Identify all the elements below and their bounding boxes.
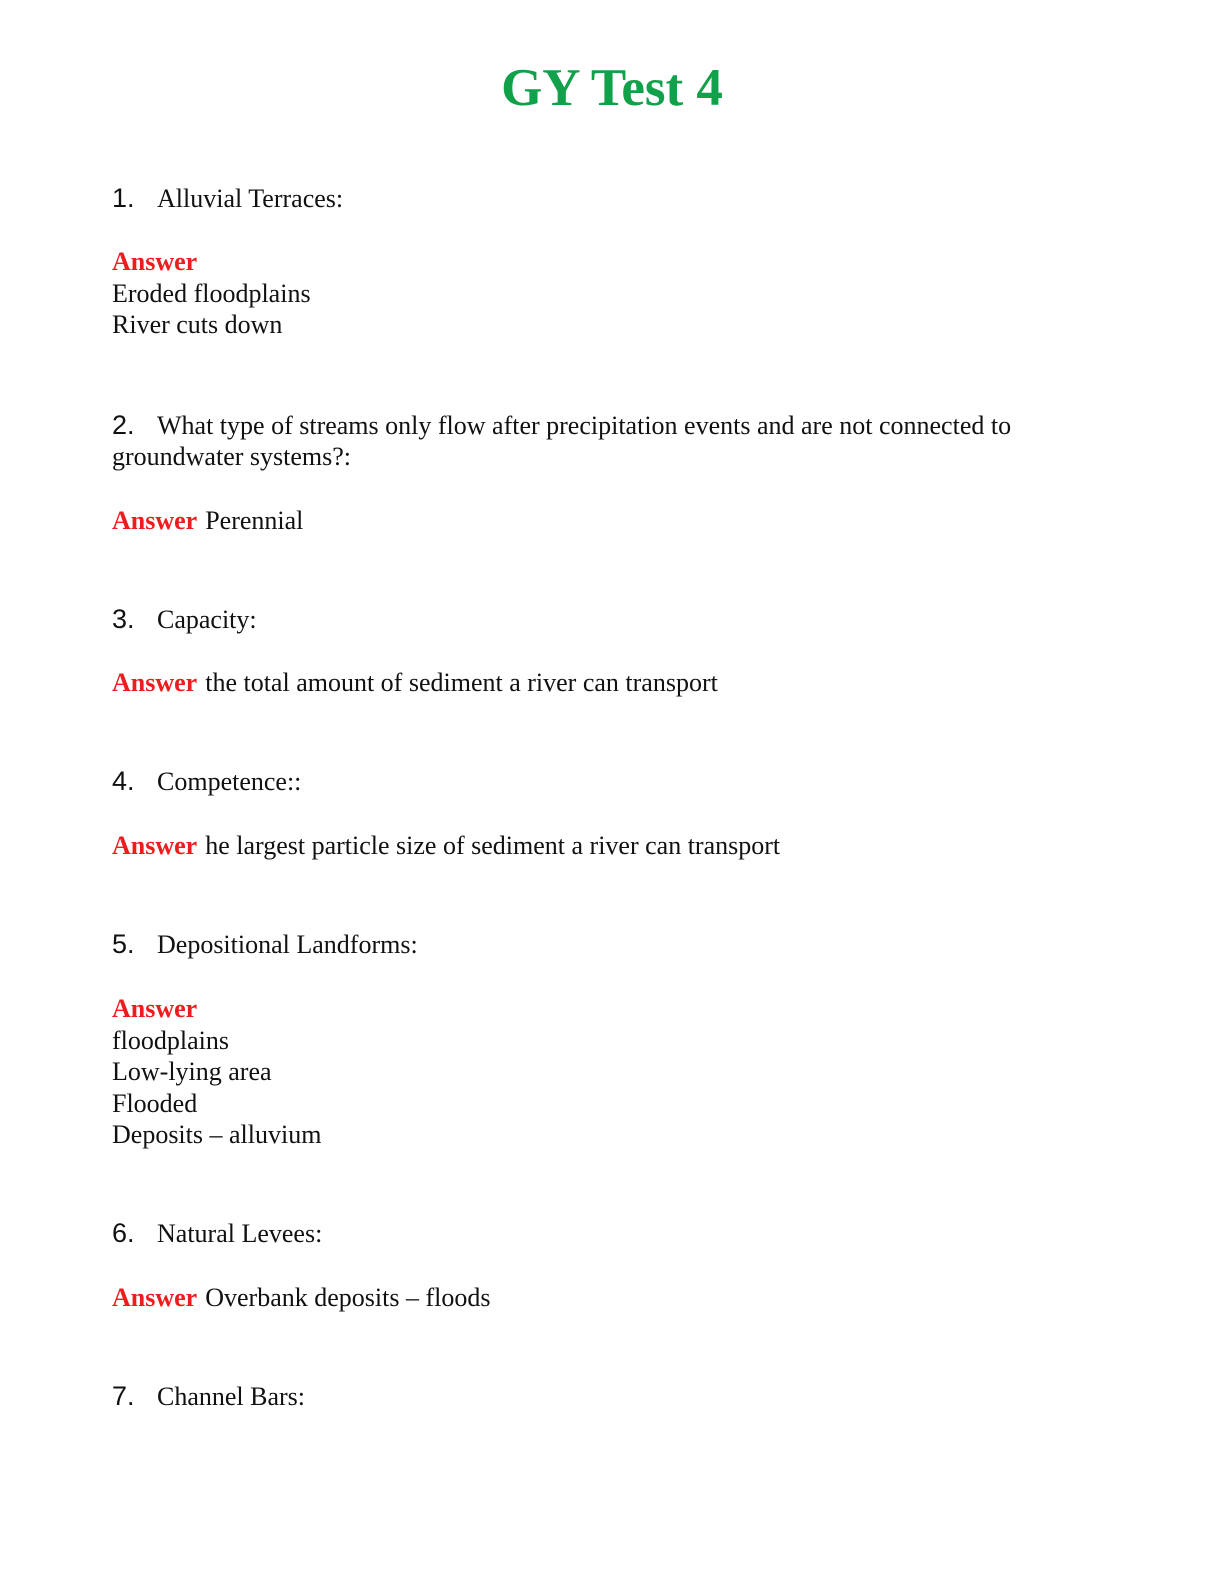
answer-text: Perennial <box>205 506 304 535</box>
answer-label: Answer <box>112 1283 198 1312</box>
question-number: 4. <box>112 766 135 796</box>
answer-1 <box>112 246 1112 341</box>
answer-3 <box>112 667 1112 699</box>
question-text: Competence:: <box>157 767 302 796</box>
answer-text: the total amount of sediment a river can transport <box>205 668 718 697</box>
answer-text: Overbank deposits – floods <box>205 1283 491 1312</box>
question-text: Alluvial Terraces: <box>157 184 344 213</box>
question-7 <box>112 1381 1102 1412</box>
answer-line: Deposits – alluvium <box>112 1120 322 1150</box>
question-text-continued: groundwater systems?: <box>112 442 352 471</box>
answer-6 <box>112 1282 1112 1314</box>
question-number: 2. <box>112 410 135 440</box>
page-title: GY Test 4 <box>501 59 723 117</box>
answer-line: Eroded floodplains <box>112 278 311 308</box>
question-4 <box>112 766 1102 797</box>
answer-label: Answer <box>112 506 198 535</box>
answer-4 <box>112 830 1112 862</box>
answer-label: Answer <box>112 994 198 1023</box>
question-number: 1. <box>112 183 135 213</box>
answer-label: Answer <box>112 247 198 276</box>
answer-line: floodplains <box>112 1025 229 1055</box>
answer-label: Answer <box>112 831 198 860</box>
question-text: What type of streams only flow after precipitation events and are not connected to <box>157 411 1012 440</box>
question-6 <box>112 1218 1102 1249</box>
answer-line: Low-lying area <box>112 1057 272 1087</box>
question-text: Natural Levees: <box>157 1219 323 1248</box>
question-number: 6. <box>112 1218 135 1248</box>
question-3 <box>112 604 1102 635</box>
question-text: Depositional Landforms: <box>157 930 418 959</box>
question-number: 3. <box>112 604 135 634</box>
question-2 <box>112 410 1102 472</box>
answer-line: River cuts down <box>112 310 283 340</box>
answer-line: Flooded <box>112 1088 198 1118</box>
question-5 <box>112 929 1102 960</box>
answer-2 <box>112 505 1112 537</box>
question-number: 5. <box>112 929 135 959</box>
answer-5 <box>112 993 1112 1151</box>
answer-text: he largest particle size of sediment a river can transport <box>205 831 781 860</box>
question-1 <box>112 183 1102 214</box>
answer-label: Answer <box>112 668 198 697</box>
question-text: Channel Bars: <box>157 1382 306 1411</box>
question-text: Capacity: <box>157 605 257 634</box>
question-number: 7. <box>112 1381 135 1411</box>
